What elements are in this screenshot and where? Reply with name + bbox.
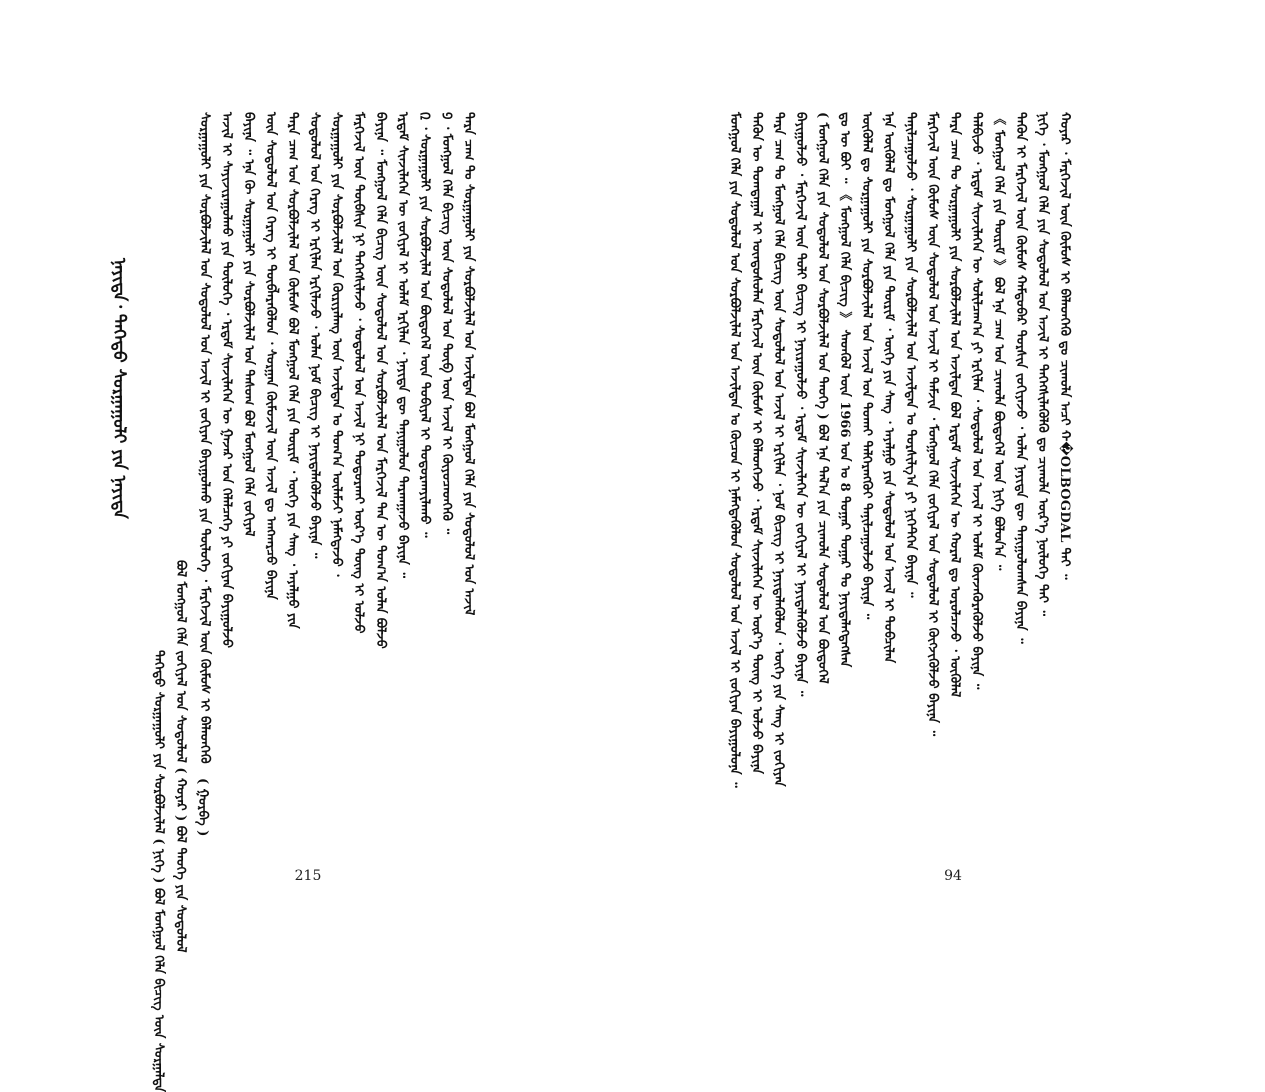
text-column: ᠳᠤ ᠦ ᠪᠣᠢ ᠃ 《 ᠮᠣᠩᠭᠣᠯ ᠬᠡᠯᠡ ᠪᠢᠴᠢᠭ 》 ᠰᠡᠳᠬᠦᠯ ᠦᠨ 1966 ᠣᠨ ᠤ 8 ᠳᠤᠭᠠᠷ ᠳᠤᠭᠠᠷ ᠲᠤ ᠨᠡᠶᠢᠲᠡᠯᠡᠭᠳᠡᠭᠰᠡᠨ xyxy=(837,112,852,668)
text-column: ᠬᠣᠶᠠᠷ ᠂ ᠮᠡᠷᠭᠡᠵᠢᠯ ᠦᠨ ᠬᠦᠮᠦᠰ ᠢ ᠪᠡᠯᠡᠳᠬᠡᠬᠦ ᠳᠤ ᠴᠢᠬᠤᠯᠠ ᠠᠴᠢ ᠬ�OLBOGDAL ᠲᠡᠢ ᠃ xyxy=(1057,112,1072,580)
text-column: ( ᠮᠣᠩᠭᠣᠯ ᠬᠡᠯᠡ ᠶᠢᠨ ᠰᠤᠳᠤᠯᠤᠯ ᠤᠨ ᠰᠤᠷᠪᠤᠯᠵᠢᠯᠠᠯ ᠤᠨ ᠲᠡᠦᠬᠡ ) ᠪᠣᠯ ᠡᠨᠡ ᠲᠠᠯ᠎ᠠ ᠶᠢᠨ ᠴᠢᠬᠤᠯᠠ ᠰᠤᠳᠤᠯᠤᠯ ᠤᠨ ᠪᠦᠲᠦᠭᠡᠯ xyxy=(815,112,830,684)
text-column: ᠪᠠᠶᠢᠨᠠ ᠃ ᠡᠨᠡ ᠬᠦ ᠰᠤᠷᠭᠠᠭᠤᠯᠢ ᠶᠢᠨ ᠰᠤᠷᠪᠤᠯᠵᠢᠯᠠᠯ ᠤᠨ ᠲᠠᠰᠤᠭ ᠪᠣᠯ ᠮᠣᠩᠭᠣᠯ ᠬᠡᠯᠡ ᠵᠣᠬᠢᠶᠠᠯ xyxy=(241,112,256,537)
text-column: ᠨᠢᠭᠡ ᠂ ᠮᠣᠩᠭᠣᠯ ᠬᠡᠯᠡ ᠶᠢᠨ ᠰᠤᠳᠤᠯᠤᠯ ᠤᠨ ᠠᠵᠢᠯ ᠢ ᠳᠡᠭᠡᠭᠰᠢᠯᠡᠭᠦᠯᠬᠦ ᠳᠤ ᠴᠢᠬᠤᠯᠠ ᠦᠷ᠎ᠡ ᠨᠥᠯᠥᠭᠡ ᠲᠡᠢ ᠃ xyxy=(1035,112,1050,616)
text-column: ᠪᠣᠯ ᠮᠣᠩᠭᠣᠯ ᠬᠡᠯᠡ ᠵᠣᠬᠢᠶᠠᠯ ᠤᠨ ᠰᠤᠳᠤᠯᠤᠯ ( ᠬᠣᠶᠠᠷ ) ᠪᠣᠯ ᠲᠡᠦᠬᠡ ᠶᠢᠨ ᠰᠤᠳᠤᠯᠤᠯ xyxy=(173,560,188,953)
text-column: ᠡᠷᠳᠡᠮ ᠰᠢᠨᠵᠢᠯᠡᠭᠡᠨ ᠦ ᠵᠣᠬᠢᠶᠠᠯ ᠢ ᠤᠯᠠᠮ ᠡᠷᠬᠢᠯᠡᠨ ᠂ ᠨᠡᠶᠢᠲᠡ ᠳᠦ ᠲᠠᠨᠢᠭᠤᠯᠤᠨ ᠲᠠᠷᠬᠠᠭᠠᠵᠤ ᠪᠠᠶᠢᠨᠠ ᠃ xyxy=(395,112,410,578)
text-column: ᠦᠨ ᠰᠤᠳᠤᠯᠤᠯ ᠤᠨ ᠬᠡᠷᠡᠭ ᠢ ᠲᠥᠪᠯᠡᠷᠡᠭᠦᠯᠦᠨ ᠂ ᠰᠤᠷᠭᠠᠨ ᠬᠦᠮᠦᠵᠢᠯ ᠦᠨ ᠠᠵᠢᠯ ᠳᠤ ᠠᠩᠬᠠᠷᠴᠤ ᠪᠠᠶᠢᠨᠠ xyxy=(263,112,278,600)
text-column: ᠡᠨᠡ ᠥᠭᠦᠯᠡᠯ ᠳᠤ ᠮᠣᠩᠭᠣᠯ ᠬᠡᠯᠡ ᠶᠢᠨ ᠳᠦᠷᠢᠮ ᠂ ᠦᠭᠡ ᠶᠢᠨ ᠰᠠᠩ ᠂ ᠠᠶᠠᠯᠭᠤ ᠶᠢᠨ ᠰᠤᠳᠤᠯᠤᠯ ᠤᠨ ᠠᠵᠢᠯ ᠢ ᠲᠣᠪᠴᠢᠯᠠᠨ xyxy=(881,112,896,664)
text-column: ᠮᠡᠷᠭᠡᠵᠢᠯ ᠦᠨ ᠲᠦᠪᠰᠢᠨ ᠨᠢ ᠳᠡᠭᠡᠭᠰᠢᠯᠡᠵᠦ ᠂ ᠰᠤᠳᠤᠯᠤᠯ ᠤᠨ ᠠᠵᠢᠯ ᠨᠢ ᠲᠣᠳᠣᠷᠬᠠᠢ ᠦᠷ᠎ᠡ ᠳᠦᠩ ᠢ ᠣᠯᠵᠤ xyxy=(351,112,366,634)
page-number: 215 xyxy=(294,868,322,884)
text-column: ᠰᠤᠳᠤᠯᠤᠯ ᠤᠨ ᠬᠡᠷᠡᠭ ᠢ ᠡᠷᠬᠢᠯᠡᠨ ᠡᠷᠬᠢᠯᠡᠵᠦ ᠂ ᠣᠯᠠᠨ ᠨᠣᠮ ᠪᠢᠴᠢᠭ ᠢ ᠨᠡᠶᠢᠲᠡᠯᠡᠭᠦᠯᠵᠦ ᠪᠠᠶᠢᠨᠠ ᠃ xyxy=(307,112,322,559)
text-column: ( ᠭᠤᠷᠪᠠ ) xyxy=(195,778,210,837)
text-column: ᠒ ᠂ ᠰᠤᠷᠭᠠᠭᠤᠯᠢ ᠶᠢᠨ ᠰᠤᠷᠪᠤᠯᠵᠢᠯᠠᠯ ᠤᠨ ᠪᠦᠲᠦᠭᠡᠯ ᠦᠨ ᠲᠣᠪᠢᠶᠠᠯ ᠢ ᠲᠣᠳᠣᠷᠬᠠᠶᠢᠯᠠᠬᠤ ᠃ xyxy=(417,112,432,538)
page-number: 94 xyxy=(944,868,962,884)
text-column: ᠰᠤᠷᠭᠠᠭᠤᠯᠢ ᠶᠢᠨ ᠰᠤᠷᠪᠤᠯᠵᠢᠯᠠᠯ ᠤᠨ ᠬᠦᠷᠢᠶᠡᠯᠡᠩ ᠦᠨ ᠠᠵᠢᠯᠲᠠᠨ ᠤ ᠲᠣᠭ᠎ᠠ ᠦᠯᠡᠮᠵᠢ ᠨᠡᠮᠡᠭᠳᠡᠵᠦ ᠂ xyxy=(329,112,344,577)
text-column: ᠑ ᠂ ᠮᠣᠩᠭᠣᠯ ᠬᠡᠯᠡ ᠪᠢᠴᠢᠭ ᠦᠨ ᠰᠤᠳᠤᠯᠤᠯ ᠤᠨ ᠲᠥᠪ ᠦᠨ ᠠᠵᠢᠯ ᠢ ᠭᠦᠶᠦᠴᠡᠳᠬᠡᠬᠦ ᠃ xyxy=(439,112,454,534)
text-column: ᠲᠡᠷᠡ ᠴᠠᠭ ᠲᠤ ᠮᠣᠩᠭᠣᠯ ᠬᠡᠯᠡ ᠪᠢᠴᠢᠭ ᠦᠨ ᠰᠤᠳᠤᠯᠤᠯ ᠤᠨ ᠠᠵᠢᠯ ᠢ ᠡᠷᠬᠢᠯᠡᠨ ᠂ ᠨᠣᠮ ᠪᠢᠴᠢᠭ ᠢ ᠨᠡᠶᠢᠲᠡᠯᠡᠭᠦᠯᠦᠨ ᠂ ᠦᠭᠡ ᠶᠢᠨ ᠰᠠᠩ ᠢ ᠵᠣᠬᠢᠶᠠᠨ xyxy=(771,112,786,787)
text-column: ᠠᠵᠢᠯ ᠢ ᠰᠠᠶᠢᠵᠢᠷᠠᠭᠤᠯᠬᠤ ᠶᠢᠨ ᠲᠥᠯᠥᠭᠡ ᠂ ᠡᠷᠳᠡᠮ ᠰᠢᠨᠵᠢᠯᠡᠭᠡᠨ ᠦ ᠭᠠᠵᠠᠷ ᠤᠨ ᠬᠡᠯᠡᠯᠴᠡᠭᠡ ᠶᠢ ᠵᠣᠬᠢᠶᠠᠨ ᠪᠠᠶᠢᠭᠤᠯᠵᠤ xyxy=(219,112,234,649)
chapter-title: ᠨᠡᠶᠢᠲᠡ᠂ ᠳᠡᠭᠡᠳᠦ ᠰᠤᠷᠭᠠᠭᠤᠯᠢ ᠶᠢᠨ ᠨᠡᠶᠢᠲᠡ xyxy=(109,258,129,519)
text-column: ᠪᠠᠶᠢᠨᠠ ᠃ ᠮᠣᠩᠭᠣᠯ ᠬᠡᠯᠡ ᠪᠢᠴᠢᠭ ᠦᠨ ᠰᠤᠳᠤᠯᠤᠯ ᠤᠨ ᠰᠤᠷᠪᠤᠯᠵᠢᠯᠠᠯ ᠤᠨ ᠮᠡᠷᠭᠡᠵᠢᠯ ᠲᠡᠨ ᠦ ᠲᠣᠭ᠎ᠠ ᠣᠯᠠᠨ ᠪᠣᠯᠵᠤ xyxy=(373,112,388,649)
text-column: ᠥᠭᠦᠯᠡᠯ ᠳᠤ ᠰᠤᠷᠭᠠᠭᠤᠯᠢ ᠶᠢᠨ ᠰᠤᠷᠪᠤᠯᠵᠢᠯᠠᠯ ᠤᠨ ᠠᠵᠢᠯ ᠤᠨ ᠲᠤᠬᠠᠢ ᠳᠡᠯᠭᠡᠷᠡᠩᠭᠦᠢ ᠲᠠᠨᠢᠯᠴᠠᠭᠤᠯᠵᠤ ᠪᠠᠶᠢᠨᠠ ᠃ xyxy=(859,112,874,620)
text-column: ᠮᠣᠩᠭᠣᠯ ᠬᠡᠯᠡ ᠶᠢᠨ ᠰᠤᠳᠤᠯᠤᠯ ᠤᠨ ᠰᠤᠷᠪᠤᠯᠵᠢᠯᠠᠯ ᠤᠨ ᠠᠵᠢᠯᠲᠠᠨ ᠤ ᠬᠦᠴᠦᠨ ᠢ ᠨᠡᠮᠡᠭᠳᠡᠭᠦᠯᠦᠨ ᠰᠤᠳᠤᠯᠤᠯ ᠤᠨ ᠠᠵᠢᠯ ᠢ ᠵᠣᠬᠢᠶᠠᠨ ᠪᠠᠶᠢᠭᠤᠯᠤᠨᠠ ᠃ xyxy=(727,112,742,788)
text-column: ᠲᠡᠭᠦᠨ ᠦ ᠲᠣᠭᠲᠠᠭᠠᠯ ᠢ ᠦᠨᠳᠦᠰᠦᠯᠡᠨ ᠮᠡᠷᠭᠡᠵᠢᠯ ᠦᠨ ᠬᠦᠮᠦᠰ ᠢ ᠪᠡᠯᠡᠳᠬᠡᠵᠦ ᠂ ᠡᠷᠳᠡᠮ ᠰᠢᠨᠵᠢᠯᠡᠭᠡᠨ ᠦ ᠦᠷ᠎ᠡ ᠳᠦᠩ ᠢ ᠣᠯᠵᠤ ᠪᠠᠶᠢᠨᠠ xyxy=(749,112,764,774)
text-column: ᠲᠡᠷᠡ ᠴᠠᠭ ᠲᠤ ᠰᠤᠷᠭᠠᠭᠤᠯᠢ ᠶᠢᠨ ᠰᠤᠷᠪᠤᠯᠵᠢᠯᠠᠯ ᠤᠨ ᠠᠵᠢᠯᠲᠠᠨ ᠪᠣᠯ ᠮᠣᠩᠭᠣᠯ ᠬᠡᠯᠡ ᠶᠢᠨ ᠰᠤᠳᠤᠯᠤᠯ ᠤᠨ ᠠᠵᠢᠯ xyxy=(461,112,476,616)
text-column: ᠲᠠᠨᠢᠯᠴᠠᠭᠤᠯᠵᠤ ᠂ ᠰᠤᠷᠭᠠᠭᠤᠯᠢ ᠶᠢᠨ ᠰᠤᠷᠪᠤᠯᠵᠢᠯᠠᠯ ᠤᠨ ᠠᠵᠢᠯᠲᠠᠨ ᠤ ᠲᠤᠷᠰᠢᠯᠭ᠎ᠠ ᠶᠢ ᠨᠢᠭᠡᠲᠭᠡᠨ ᠪᠠᠶᠢᠨᠠ ᠃ xyxy=(903,112,918,598)
text-column: ᠮᠡᠷᠭᠡᠵᠢᠯ ᠦᠨ ᠬᠦᠮᠦᠰ ᠦᠨ ᠰᠤᠳᠤᠯᠤᠯ ᠤᠨ ᠠᠵᠢᠯ ᠢ ᠳᠡᠮᠵᠢᠨ ᠂ ᠮᠣᠩᠭᠣᠯ ᠬᠡᠯᠡ ᠵᠣᠬᠢᠶᠠᠯ ᠤᠨ ᠰᠤᠳᠤᠯᠤᠯ ᠢ ᠬᠥᠭᠵᠢᠭᠦᠯᠵᠦ ᠪᠠᠶᠢᠨᠠ ᠃ xyxy=(925,112,940,737)
left-page xyxy=(0,0,632,1092)
text-column: ᠳᠡᠭᠡᠳᠦ ᠰᠤᠷᠭᠠᠭᠤᠯᠢ ᠶᠢᠨ ᠰᠤᠷᠪᠤᠯᠵᠢᠯᠠᠯ ( ᠨᠢᠭᠡ ) ᠪᠣᠯ ᠮᠣᠩᠭᠣᠯ ᠬᠡᠯᠡ ᠪᠢᠴᠢᠭ ᠦᠨ ᠰᠤᠷᠭᠠᠯᠲᠠ xyxy=(151,650,166,1092)
text-column: 《 ᠮᠣᠩᠭᠣᠯ ᠬᠡᠯᠡ ᠶᠢᠨ ᠳᠦᠷᠢᠮ 》 ᠪᠣᠯ ᠡᠨᠡ ᠴᠠᠭ ᠤᠨ ᠴᠢᠬᠤᠯᠠ ᠪᠦᠲᠦᠭᠡᠯ ᠦᠨ ᠨᠢᠭᠡ ᠪᠣᠯᠤᠨ᠎ᠠ ᠃ xyxy=(991,112,1006,571)
text-column: ᠪᠠᠶᠢᠭᠤᠯᠵᠤ ᠂ ᠮᠡᠷᠭᠡᠵᠢᠯ ᠦᠨ ᠲᠣᠯᠢ ᠪᠢᠴᠢᠭ ᠢ ᠨᠠᠶᠢᠷᠠᠭᠤᠯᠵᠤ ᠂ ᠡᠷᠳᠡᠮ ᠰᠢᠨᠵᠢᠯᠡᠭᠡᠨ ᠦ ᠵᠣᠬᠢᠶᠠᠯ ᠢ ᠨᠡᠶᠢᠲᠡᠯᠡᠭᠦᠯᠵᠦ ᠪᠠᠶᠢᠨᠠ ᠃ xyxy=(793,112,808,697)
right-page xyxy=(632,0,1265,978)
text-column: ᠲᠡᠷᠡ ᠴᠠᠭ ᠲᠤ ᠰᠤᠷᠭᠠᠭᠤᠯᠢ ᠶᠢᠨ ᠰᠤᠷᠪᠤᠯᠵᠢᠯᠠᠯ ᠤᠨ ᠠᠵᠢᠯᠲᠠᠨ ᠪᠣᠯ ᠡᠷᠳᠡᠮ ᠰᠢᠨᠵᠢᠯᠡᠭᠡᠨ ᠦ ᠬᠤᠷᠠᠯ ᠳᠤ ᠣᠷᠤᠯᠴᠠᠵᠤ ᠂ ᠥᠭᠦᠯᠡᠯ xyxy=(947,112,962,698)
text-column: ᠲᠡᠭᠦᠨ ᠢ ᠮᠡᠷᠭᠡᠵᠢᠯ ᠦᠨ ᠬᠦᠮᠦᠰ ᠬᠠᠮᠲᠤᠪᠠᠷ ᠲᠤᠷᠰᠢᠨ ᠵᠣᠬᠢᠶᠠᠵᠤ ᠂ ᠣᠯᠠᠨ ᠨᠡᠶᠢᠲᠡ ᠳᠦ ᠲᠠᠨᠢᠭᠤᠯᠤᠭᠰᠠᠨ ᠪᠠᠶᠢᠨᠠ ᠃ xyxy=(1013,112,1028,644)
text-column: ᠰᠤᠷᠭᠠᠭᠤᠯᠢ ᠶᠢᠨ ᠰᠤᠷᠪᠤᠯᠵᠢᠯᠠᠯ ᠤᠨ ᠰᠤᠳᠤᠯᠤᠯ ᠤᠨ ᠠᠵᠢᠯ ᠢ ᠵᠣᠬᠢᠶᠠᠨ ᠪᠠᠶᠢᠭᠤᠯᠬᠤ ᠶᠢᠨ ᠲᠥᠯᠥᠭᠡ ᠂ ᠮᠡᠷᠭᠡᠵᠢᠯ ᠦᠨ ᠬᠦᠮᠦᠰ ᠢ ᠪᠡᠯᠡᠳᠬᠡᠬᠦ xyxy=(197,112,212,764)
text-column: ᠲᠠᠯᠪᠢᠵᠤ ᠂ ᠡᠷᠳᠡᠮ ᠰᠢᠨᠵᠢᠯᠡᠭᠡᠨ ᠦ ᠰᠣᠯᠢᠯᠴᠠᠭ᠎ᠠ ᠶᠢ ᠡᠷᠬᠢᠯᠡᠨ ᠂ ᠰᠤᠳᠤᠯᠤᠯ ᠤᠨ ᠠᠵᠢᠯ ᠢ ᠤᠯᠠᠮ ᠭᠦᠨᠵᠡᠭᠦᠷᠡᠭᠦᠯᠵᠦ ᠪᠠᠶᠢᠨᠠ ᠃ xyxy=(969,112,984,690)
text-column: ᠲᠡᠷᠡ ᠴᠠᠭ ᠤᠨ ᠰᠤᠷᠪᠤᠯᠵᠢᠯᠠᠯ ᠤᠨ ᠬᠦᠮᠦᠰ ᠪᠣᠯ ᠮᠣᠩᠭᠣᠯ ᠬᠡᠯᠡ ᠶᠢᠨ ᠳᠦᠷᠢᠮ ᠂ ᠦᠭᠡ ᠶᠢᠨ ᠰᠠᠩ ᠂ ᠠᠶᠠᠯᠭᠤ ᠶᠢᠨ xyxy=(285,112,300,629)
